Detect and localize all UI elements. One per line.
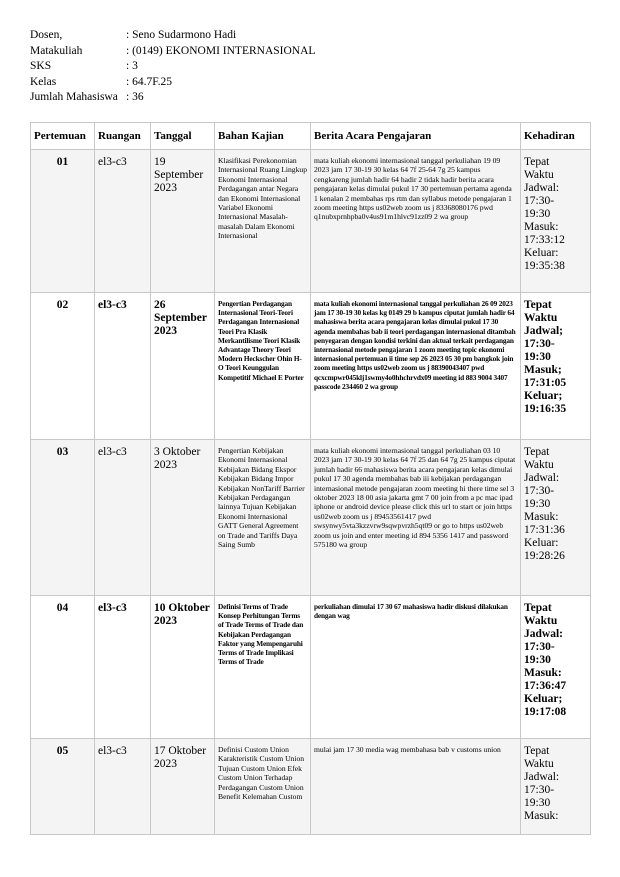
table-row bbox=[31, 739, 591, 835]
room: el3-c3 bbox=[95, 596, 151, 739]
topic: Klasifikasi Perekonomian Internasional Ruang Lingkup Ekonomi Internasional Perdagangan antar Negara dan Ekonomi Internasional Variabel Ekonomi Internasional Masalah-masalah Dalam Ekonomi Internasional bbox=[215, 150, 311, 293]
attendance-line: Keluar; bbox=[524, 390, 563, 402]
attendance-line: 17:30- bbox=[524, 784, 555, 796]
teaching-report: mata kuliah ekonomi internasional tanggal perkuliahan 19 09 2023 jam 17 30-19 30 kelas 64 7f 25-64 7g 25 kampus cengkareng jumlah hadir 64 hadir 2 tidak hadir berita acara pengajaran kelas dimulai pukul 17 30 pertemuan pertama agenda 1 kenalan 2 membahas rps rtm dan syllabus metode pengajaran 1 zoom meeting https us02web zoom us j 83368080176 pwd q1nubxprnhpba0v4us91m1hlvc91zz09 2 wa group bbox=[311, 150, 521, 293]
attendance-line: 17:30- bbox=[524, 195, 555, 207]
attendance-line: 17:30- bbox=[524, 485, 555, 497]
attendance-line: Tepat bbox=[524, 602, 552, 614]
attendance-line: 19:16:35 bbox=[524, 403, 567, 415]
attendance-line: Waktu bbox=[524, 312, 558, 324]
course-info bbox=[30, 28, 315, 106]
attendance bbox=[521, 739, 591, 835]
column-header-room: Ruangan bbox=[95, 123, 151, 150]
info-label: SKS bbox=[30, 60, 52, 72]
attendance-line: 19:28:26 bbox=[524, 550, 565, 562]
meeting-number: 02 bbox=[31, 293, 95, 440]
teaching-report: mata kuliah ekonomi internasional tanggal perkuliahan 26 09 2023 jam 17 30-19 30 kelas kg 0149 29 b kampus ciputat jumlah hadir 64 mahasiswa berita acara pengajaran kelas dimulai pukul 17 30 agenda membahas bab ii teori perdagangan internasional ditambah penyegaran dengan kondisi terkini dan aktual terkait perdagangan internasional metode pengajaran 1 zoom meeting topic ekonomi internasional pertemuan ii time sep 26 2023 05 30 pm bangkok join zoom meeting https us02web zoom us j 88390043407 pwd qcxcmpwr045klj1swmy4o0hhchrvdx09 meeting id 883 9004 3407 passcode 234460 2 wa group bbox=[311, 293, 521, 440]
column-header-report: Berita Acara Pengajaran bbox=[311, 123, 521, 150]
attendance-line: Keluar; bbox=[524, 693, 563, 705]
attendance-line: Tepat bbox=[524, 299, 552, 311]
attendance bbox=[521, 596, 591, 739]
attendance-line: Jadwal: bbox=[524, 628, 563, 640]
info-value: : 3 bbox=[126, 60, 138, 72]
info-row-class bbox=[30, 75, 315, 91]
attendance-line: Jadwal: bbox=[524, 472, 560, 484]
attendance-line: Tepat bbox=[524, 446, 550, 458]
attendance-line: 19:30 bbox=[524, 797, 551, 809]
attendance-line: 17:30- bbox=[524, 338, 555, 350]
topic: Pengertian Perdagangan Internasional Teori-Teori Perdagangan Internasional Teori Pra Klasik Merkantilisme Teori Klasik Advantage Theory Teori Modern Heckscher Ohin H-O Teori Keunggulan Kompetitif Michael E Porter bbox=[215, 293, 311, 440]
info-row-lecturer bbox=[30, 28, 315, 44]
attendance-line: 19:35:38 bbox=[524, 260, 565, 272]
topic: Definisi Custom Union Karakteristik Custom Union Tujuan Custom Union Efek Custom Union Terhadap Perdagangan Custom Union Benefit Kelemahan Custom bbox=[215, 739, 311, 835]
info-value: : 64.7F.25 bbox=[126, 75, 173, 88]
info-label: Matakuliah bbox=[30, 44, 83, 57]
info-row-students bbox=[30, 90, 315, 106]
room: el3-c3 bbox=[95, 739, 151, 835]
attendance-line: Masuk: bbox=[524, 667, 562, 679]
table-row bbox=[31, 293, 591, 440]
column-header-date: Tanggal bbox=[151, 123, 215, 150]
column-header-topic: Bahan Kajian bbox=[215, 123, 311, 150]
teaching-report: mata kuliah ekonomi internasional tanggal perkuliahan 03 10 2023 jam 17 30-19 30 kelas 64 7f 25 dan 64 7g 25 kampus ciputat jumlah hadir 66 mahasiswa berita acara pengajaran kelas dimulai pukul 17 30 agenda membahas bab iii kebijakan perdagangan internasional metode pengajaran zoom meeting hi there time sel 3 oktober 2023 18 00 asia jakarta gmt 7 00 join from a pc mac ipad iphone or android device please click this url to start or join https us02web zoom us j 89453561417 pwd swsynwy5vta3kzzvrw9sqwpvrzh5qt09 or go to https us02web zoom us join and enter meeting id 894 5356 1417 and password 575180 wa group bbox=[311, 440, 521, 596]
room: el3-c3 bbox=[95, 440, 151, 596]
teaching-record-table bbox=[30, 122, 591, 835]
table-header-row bbox=[31, 123, 591, 150]
room: el3-c3 bbox=[95, 150, 151, 293]
table-row bbox=[31, 150, 591, 293]
info-value: : 36 bbox=[126, 91, 144, 103]
attendance-line: Tepat bbox=[524, 745, 550, 757]
column-header-meeting: Pertemuan bbox=[31, 123, 95, 150]
meeting-number: 01 bbox=[31, 150, 95, 293]
info-label: Dosen, bbox=[30, 29, 63, 41]
date: 3 Oktober 2023 bbox=[151, 440, 215, 596]
attendance-line: 19:17:08 bbox=[524, 706, 567, 718]
date: 17 Oktober 2023 bbox=[151, 739, 215, 835]
meeting-number: 03 bbox=[31, 440, 95, 596]
attendance-line: 19:30 bbox=[524, 498, 551, 510]
table-row bbox=[31, 440, 591, 596]
attendance-line: Masuk: bbox=[524, 221, 559, 233]
attendance-line: 19:30 bbox=[524, 208, 551, 220]
attendance-line: Jadwal: bbox=[524, 182, 560, 194]
room: el3-c3 bbox=[95, 293, 151, 440]
attendance-line: Jadwal: bbox=[524, 771, 560, 783]
date: 26 September 2023 bbox=[151, 293, 215, 440]
attendance-line: Keluar: bbox=[524, 537, 559, 549]
attendance-line: Tepat bbox=[524, 156, 550, 168]
attendance-line: Masuk; bbox=[524, 364, 562, 376]
attendance-line: Waktu bbox=[524, 758, 554, 770]
topic: Definisi Terms of Trade Konsep Perhitungan Terms of Trade Terms of Trade dan Kebijakan Perdagangan Faktor yang Mempengaruhi Terms of Trade Implikasi Terms of Trade bbox=[215, 596, 311, 739]
info-row-credits bbox=[30, 59, 315, 75]
attendance-line: 19:30 bbox=[524, 351, 551, 363]
attendance bbox=[521, 150, 591, 293]
attendance-line: Waktu bbox=[524, 615, 558, 627]
attendance-line: 17:33:12 bbox=[524, 234, 565, 246]
attendance-line: 17:36:47 bbox=[524, 680, 567, 692]
meeting-number: 05 bbox=[31, 739, 95, 835]
column-header-attendance: Kehadiran bbox=[521, 123, 591, 150]
attendance-line: 19:30 bbox=[524, 654, 551, 666]
topic: Pengertian Kebijakan Ekonomi Internasional Kebijakan Bidang Ekspor Kebijakan Bidang Impor Kebijakan NonTariff Barrier Kebijakan Perdagangan lainnya Tujuan Kebijakan Ekonomi Internasional GATT General Agreement on Trade and Tariffs Daya Saing Sumb bbox=[215, 440, 311, 596]
attendance-line: Keluar: bbox=[524, 247, 559, 259]
attendance-line: Jadwal; bbox=[524, 325, 563, 337]
attendance-line: Masuk: bbox=[524, 810, 559, 822]
attendance-line: Masuk: bbox=[524, 511, 559, 523]
info-label: Kelas bbox=[30, 75, 57, 88]
date: 10 Oktober 2023 bbox=[151, 596, 215, 739]
attendance-line: Waktu bbox=[524, 459, 554, 471]
attendance bbox=[521, 440, 591, 596]
teaching-report: perkuliahan dimulai 17 30 67 mahasiswa hadir diskusi dilakukan dengan wag bbox=[311, 596, 521, 739]
attendance-line: 17:31:05 bbox=[524, 377, 567, 389]
attendance-line: 17:30- bbox=[524, 641, 555, 653]
info-value: : Seno Sudarmono Hadi bbox=[126, 29, 237, 41]
meeting-number: 04 bbox=[31, 596, 95, 739]
table-row bbox=[31, 596, 591, 739]
date: 19 September 2023 bbox=[151, 150, 215, 293]
teaching-report: mulai jam 17 30 media wag membahasa bab v customs union bbox=[311, 739, 521, 835]
attendance bbox=[521, 293, 591, 440]
attendance-line: 17:31:36 bbox=[524, 524, 565, 536]
attendance-line: Waktu bbox=[524, 169, 554, 181]
info-value: : (0149) EKONOMI INTERNASIONAL bbox=[126, 44, 316, 57]
info-row-course bbox=[30, 44, 315, 60]
info-label: Jumlah Mahasiswa bbox=[30, 91, 118, 103]
